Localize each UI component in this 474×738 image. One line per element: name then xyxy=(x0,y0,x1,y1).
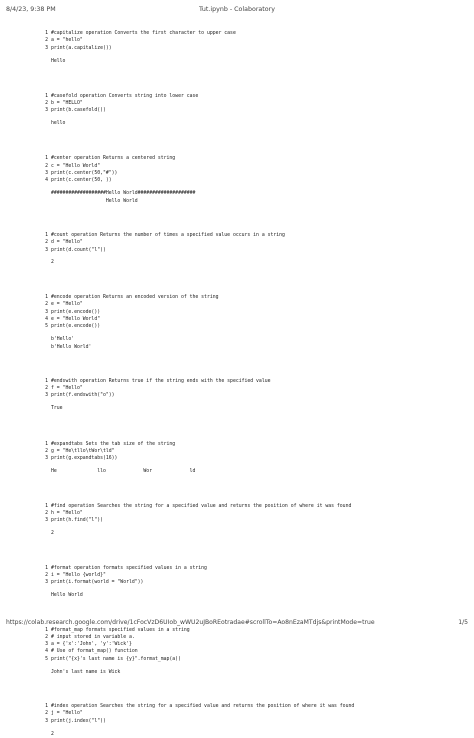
code-text: #endswith operation Returns true if the string ends with the specified value xyxy=(51,378,271,384)
code-text: a = "hello" xyxy=(51,38,83,44)
cell-output xyxy=(38,190,468,205)
code-text: print(a.capitalize()) xyxy=(51,45,112,51)
code-input[interactable] xyxy=(38,503,468,525)
line-number: 4 xyxy=(45,178,48,184)
code-cell[interactable] xyxy=(38,294,468,351)
code-text: print(d.count("l")) xyxy=(51,247,106,253)
line-number: 3 xyxy=(45,580,48,586)
output-line: ###################Hello World#################### xyxy=(51,191,196,197)
output-line: b'Hello World' xyxy=(51,344,92,350)
code-text: d = "Hello" xyxy=(51,240,83,246)
output-line: hello xyxy=(51,121,66,127)
code-line xyxy=(38,579,468,586)
line-number: 3 xyxy=(45,393,48,399)
line-number: 3 xyxy=(45,247,48,253)
code-text: e = "Hello World" xyxy=(51,316,101,322)
code-line xyxy=(38,441,468,448)
code-line xyxy=(38,309,468,316)
code-line xyxy=(38,648,468,655)
line-number: 3 xyxy=(45,718,48,724)
code-line xyxy=(38,703,468,710)
output-line: b'Hello' xyxy=(51,337,75,343)
cell-output xyxy=(38,120,468,127)
code-line xyxy=(38,30,468,37)
code-text: print(e.encode()) xyxy=(51,324,101,330)
code-cell[interactable] xyxy=(38,93,468,128)
page-url: https://colab.research.google.com/drive/1cFocVzD6UIob_wWU2uJBoREotradae#scrollTo=Ao8nEzaMTdjs&printMode=true xyxy=(6,619,375,626)
line-number: 1 xyxy=(45,232,48,238)
line-number: 4 xyxy=(45,649,48,655)
code-line xyxy=(38,247,468,254)
code-input[interactable] xyxy=(38,703,468,725)
line-number: 2 xyxy=(45,711,48,717)
cell-output xyxy=(38,336,468,351)
code-line xyxy=(38,392,468,399)
code-text: #expandtabs Sets the tab size of the string xyxy=(51,441,176,447)
line-number: 1 xyxy=(45,441,48,447)
code-line xyxy=(38,641,468,648)
code-text: print(g.expandtabs(16)) xyxy=(51,456,118,462)
code-line xyxy=(38,177,468,184)
code-input[interactable] xyxy=(38,294,468,330)
line-number: 1 xyxy=(45,565,48,571)
page-number: 1/5 xyxy=(458,619,468,626)
line-number: 5 xyxy=(45,656,48,662)
code-input[interactable] xyxy=(38,232,468,254)
line-number: 3 xyxy=(45,171,48,177)
code-input[interactable] xyxy=(38,155,468,184)
code-text: print(h.find("l")) xyxy=(51,518,103,524)
code-text: e = "Hello" xyxy=(51,302,83,308)
code-line xyxy=(38,634,468,641)
line-number: 1 xyxy=(45,156,48,162)
code-cell[interactable] xyxy=(38,503,468,538)
output-line: 2 xyxy=(51,731,54,737)
line-number: 1 xyxy=(45,31,48,36)
code-line xyxy=(38,656,468,663)
code-input[interactable] xyxy=(38,565,468,587)
code-cell[interactable] xyxy=(38,565,468,600)
code-line xyxy=(38,385,468,392)
line-number: 4 xyxy=(45,316,48,322)
code-line xyxy=(38,170,468,177)
code-text: #count operation Returns the number of times a specified value occurs in a string xyxy=(51,232,285,238)
output-line: 2 xyxy=(51,531,54,537)
code-input[interactable] xyxy=(38,30,468,52)
print-datetime: 8/4/23, 9:38 PM xyxy=(6,6,56,13)
output-line: Hello World xyxy=(51,593,83,599)
code-line xyxy=(38,163,468,170)
line-number: 2 xyxy=(45,100,48,106)
code-line xyxy=(38,378,468,385)
code-line xyxy=(38,107,468,114)
code-line xyxy=(38,45,468,52)
document-title: Tut.ipynb - Colaboratory xyxy=(199,6,275,13)
code-line xyxy=(38,93,468,100)
line-number: 1 xyxy=(45,295,48,301)
code-text: # Use of format_map() function xyxy=(51,649,138,655)
code-line xyxy=(38,565,468,572)
code-cell[interactable] xyxy=(38,627,468,676)
code-text: #index operation Searches the string for a specified value and returns the position of where it was found xyxy=(51,703,355,709)
line-number: 2 xyxy=(45,510,48,516)
code-input[interactable] xyxy=(38,378,468,400)
line-number: 2 xyxy=(45,634,48,640)
line-number: 1 xyxy=(45,378,48,384)
output-line: Hello xyxy=(51,58,66,64)
code-text: f = "Hello" xyxy=(51,386,83,392)
line-number: 3 xyxy=(45,45,48,51)
code-text: #find operation Searches the string for a specified value and returns the position of where it was found xyxy=(51,503,352,509)
cell-output xyxy=(38,58,468,65)
line-number: 3 xyxy=(45,309,48,315)
code-text: #casefold operation Converts string into lower case xyxy=(51,93,199,99)
code-line xyxy=(38,510,468,517)
code-line xyxy=(38,503,468,510)
code-line xyxy=(38,718,468,725)
output-line: True xyxy=(51,406,63,412)
output-line: Hello World xyxy=(51,198,138,204)
code-text: #format_map formats specified values in a string xyxy=(51,627,190,633)
output-line: John's last name is Wick xyxy=(51,669,121,675)
code-input[interactable] xyxy=(38,441,468,463)
code-line xyxy=(38,294,468,301)
line-number: 2 xyxy=(45,38,48,44)
code-text: #encode operation Returns an encoded version of the string xyxy=(51,295,219,301)
code-text: print(i.format(world = "World")) xyxy=(51,580,144,586)
code-text: print(e.encode()) xyxy=(51,309,101,315)
code-text: print("{x}'s last name is {y}".format_map(a)) xyxy=(51,656,181,662)
code-text: a = {'x':'John', 'y':'Wick'} xyxy=(51,642,132,648)
print-footer xyxy=(0,616,474,632)
cell-output xyxy=(38,592,468,599)
code-cell[interactable] xyxy=(38,232,468,267)
code-cell[interactable] xyxy=(38,441,468,476)
code-line xyxy=(38,517,468,524)
code-text: g = "He\tllo\tWor\tld" xyxy=(51,448,115,454)
code-text: c = "Hello World" xyxy=(51,163,101,169)
line-number: 1 xyxy=(45,93,48,99)
line-number: 3 xyxy=(45,642,48,648)
line-number: 1 xyxy=(45,627,48,633)
code-cell[interactable] xyxy=(38,155,468,204)
code-text: i = "Hello {world}" xyxy=(51,572,106,578)
code-text: print(c.center(50,"#")) xyxy=(51,171,118,177)
code-line xyxy=(38,239,468,246)
code-line xyxy=(38,316,468,323)
line-number: 2 xyxy=(45,240,48,246)
cell-output xyxy=(38,669,468,676)
code-text: # input stored in variable a. xyxy=(51,634,135,640)
line-number: 3 xyxy=(45,456,48,462)
code-text: b = "HELLO" xyxy=(51,100,83,106)
cell-output xyxy=(38,468,468,475)
output-line: He llo Wor ld xyxy=(51,469,196,475)
code-line xyxy=(38,455,468,462)
code-line xyxy=(38,323,468,330)
code-text: j = "Hello" xyxy=(51,711,83,717)
code-line xyxy=(38,232,468,239)
code-text: print(c.center(50, )) xyxy=(51,178,112,184)
code-line xyxy=(38,155,468,162)
line-number: 2 xyxy=(45,386,48,392)
code-cell[interactable] xyxy=(38,30,468,65)
code-text: #center operation Returns a centered string xyxy=(51,156,176,162)
code-line xyxy=(38,710,468,717)
code-line xyxy=(38,572,468,579)
print-header xyxy=(0,0,474,20)
code-cell[interactable] xyxy=(38,378,468,413)
code-line xyxy=(38,448,468,455)
code-line xyxy=(38,37,468,44)
line-number: 1 xyxy=(45,503,48,509)
cell-output xyxy=(38,731,468,738)
line-number: 2 xyxy=(45,163,48,169)
cell-output xyxy=(38,530,468,537)
line-number: 2 xyxy=(45,448,48,454)
code-line xyxy=(38,100,468,107)
code-input[interactable] xyxy=(38,93,468,115)
line-number: 3 xyxy=(45,518,48,524)
code-text: print(b.casefold()) xyxy=(51,108,106,114)
cell-output xyxy=(38,259,468,266)
line-number: 5 xyxy=(45,324,48,330)
code-text: h = "Hello" xyxy=(51,510,83,516)
code-text: print(f.endswith("o")) xyxy=(51,393,115,399)
line-number: 3 xyxy=(45,108,48,114)
code-line xyxy=(38,301,468,308)
code-text: print(j.index("l")) xyxy=(51,718,106,724)
code-cell[interactable] xyxy=(38,703,468,738)
line-number: 2 xyxy=(45,302,48,308)
line-number: 1 xyxy=(45,703,48,709)
output-line: 2 xyxy=(51,260,54,266)
code-text: #capitalize operation Converts the first character to upper case xyxy=(51,31,236,36)
line-number: 2 xyxy=(45,572,48,578)
code-text: #format operation formats specified values in a string xyxy=(51,565,207,571)
cell-output xyxy=(38,405,468,412)
